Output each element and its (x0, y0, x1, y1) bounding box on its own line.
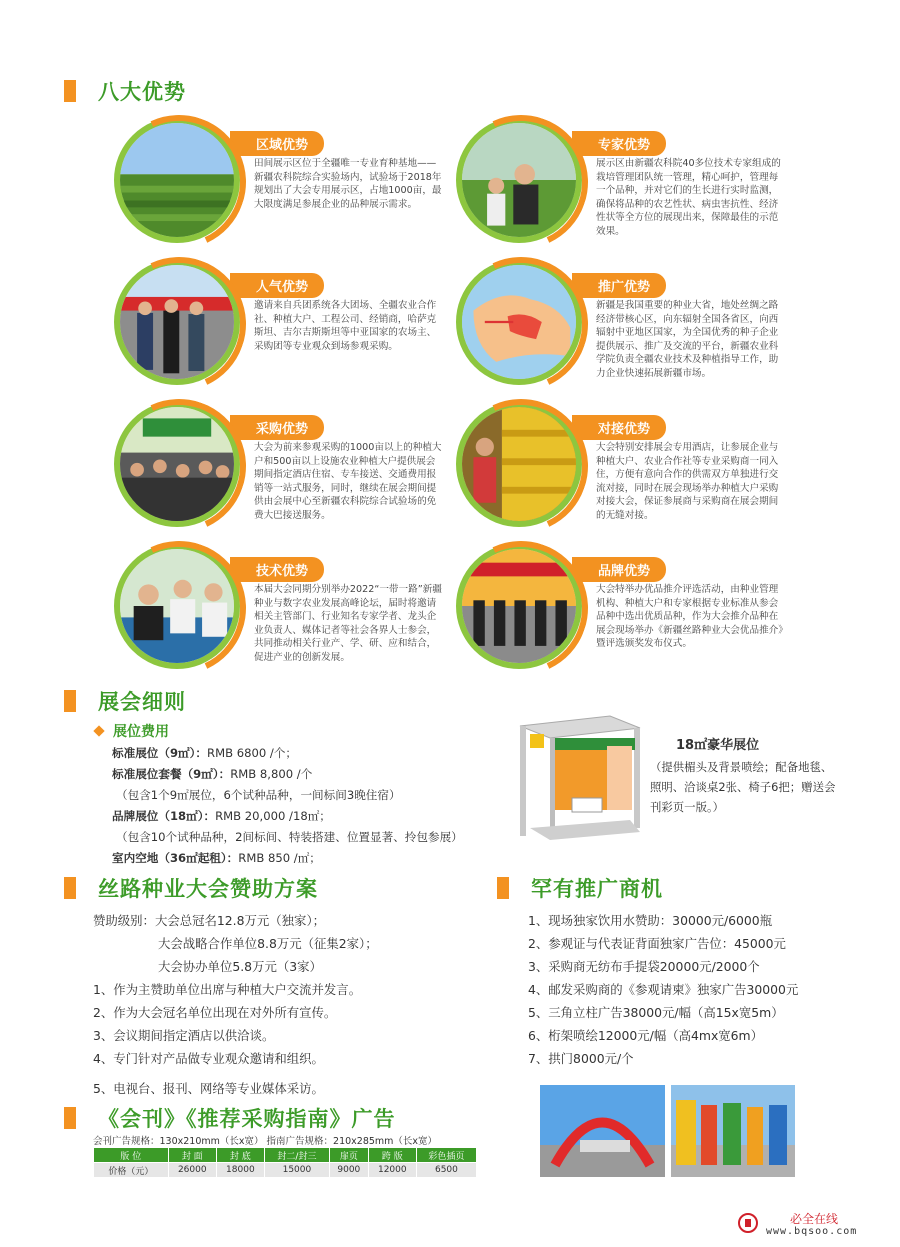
promo-item: 4、邮发采购商的《参观请柬》独家广告30000元 (528, 982, 799, 997)
advantage-card-technology (114, 543, 504, 675)
sponsor-level: 大会战略合作单位8.8万元（征集2家）； (158, 936, 378, 951)
advantage-arc (93, 522, 265, 694)
section-title-text: 展会细则 (98, 690, 186, 714)
advantage-arc (435, 380, 607, 552)
table-cell: 封二/封三 (264, 1148, 329, 1163)
section-bar (497, 877, 509, 899)
fee-value: RMB 850 /㎡； (238, 851, 321, 865)
table-cell: 价格（元） (94, 1163, 169, 1178)
section-title-ads (64, 1103, 396, 1133)
advantage-arc (435, 522, 607, 694)
table-cell: 9000 (329, 1163, 368, 1178)
fee-standard (112, 745, 297, 761)
truss-photo (671, 1085, 795, 1177)
promo-item: 7、拱门8000元/个 (528, 1051, 634, 1066)
advantage-arc (93, 380, 265, 552)
advantage-text: 大会特举办优品推介评选活动，由种业管理机构、种植大户和专家根据专业标准从参会品种中选出优质品种，作为大会推介品种在展会现场举办《新疆丝路种业大会优品推介》暨评选颁奖发布仪式。 (596, 584, 784, 650)
table-cell: 扉页 (329, 1148, 368, 1163)
advantage-tag: 区域优势 (230, 131, 324, 156)
advantage-card-promotion (456, 259, 846, 391)
advantage-card-expert (456, 117, 846, 249)
advantage-tag: 品牌优势 (572, 557, 666, 582)
fee-package-note: （包含1个9㎡展位，6个试种品种，一间标间3晚住宿） (116, 788, 401, 802)
advantage-text: 大会为前来参观采购的1000亩以上的种植大户和500亩以上设施农业种植大户提供展会期间指定酒店住宿、专车接送、交通费用报销等一站式服务，同时，继续在展会期间提供由会展中心至新疆农科院综合试验场的免费大巴接送服务。 (254, 442, 442, 521)
advantage-arc (93, 96, 265, 268)
promo-item: 6、桁架喷绘12000元/幅（高4mx宽6m） (528, 1028, 764, 1043)
footer-site-url: www.bqsoo.com (766, 1226, 858, 1237)
advantage-text: 展示区由新疆农科院40多位技术专家组成的栽培管理团队统一管理，精心呵护，管理每一个品种，并对它们的生长进行实时监测，确保将品种的农艺性状、病虫害抗性、经济性状等全方位的展现出来，保障最佳的示范效果。 (596, 158, 781, 237)
fee-indoor (112, 850, 321, 866)
fee-label: 标准展位套餐（9㎡）： (112, 767, 231, 781)
fee-label: 室内空地（36㎡起租）： (112, 851, 239, 865)
fee-label: 标准展位（9㎡）： (112, 746, 208, 760)
promo-item: 1、现场独家饮用水赞助：30000元/6000瓶 (528, 913, 773, 928)
table-cell: 封 底 (216, 1148, 264, 1163)
section-bar (64, 1107, 76, 1129)
advantage-arc (93, 238, 265, 410)
section-bar (64, 80, 76, 102)
advantage-tag: 对接优势 (572, 415, 666, 440)
advantage-tag: 人气优势 (230, 273, 324, 298)
section-title-promo (497, 873, 663, 903)
fee-value: RMB 6800 /个； (207, 746, 298, 760)
advantage-arc (435, 238, 607, 410)
sponsor-item: 3、会议期间指定酒店以供洽谈。 (93, 1028, 275, 1043)
promo-item: 5、三角立柱广告38000元/幅（高15x宽5m） (528, 1005, 784, 1020)
advantage-text: 大会特别安排展会专用酒店，让参展企业与种植大户、农业合作社等专业采购商一同入住，方便有意向合作的供需双方单独进行交流对接，同时在展会现场举办种植大户采购对接大会，保证参展商与采购商在展会期间的无缝对接。 (596, 442, 779, 521)
site-logo-icon (738, 1213, 758, 1233)
advantage-card-region (114, 117, 504, 249)
booth-desc: （提供楣头及背景喷绘；配备地毯、照明、洽谈桌2张、椅子6把；赠送会刊彩页一版。） (650, 760, 836, 814)
advantage-arc (435, 96, 607, 268)
promo-item: 3、采购商无纺布手提袋20000元/2000个 (528, 959, 760, 974)
fee-value: RMB 20,000 /18㎡； (215, 809, 331, 823)
arch-photo (540, 1085, 665, 1177)
advantage-card-purchase (114, 401, 504, 533)
section-title-text: 罕有推广商机 (531, 877, 663, 901)
advantage-tag: 采购优势 (230, 415, 324, 440)
section-title-advantages (64, 76, 186, 106)
sponsor-item: 2、作为大会冠名单位出现在对外所有宣传。 (93, 1005, 337, 1020)
section-title-text: 八大优势 (98, 80, 186, 104)
table-row (94, 1148, 477, 1163)
advantage-tag: 推广优势 (572, 273, 666, 298)
section-title-text: 《会刊》《推荐采购指南》广告 (98, 1107, 396, 1131)
advantage-tag: 技术优势 (230, 557, 324, 582)
table-cell: 封 面 (168, 1148, 216, 1163)
table-cell: 彩色插页 (416, 1148, 476, 1163)
sponsor-item: 1、作为主赞助单位出席与种植大户交流并发言。 (93, 982, 362, 997)
footer-site-name: 必全在线 (790, 1212, 839, 1226)
promo-item: 2、参观证与代表证背面独家广告位：45000元 (528, 936, 786, 951)
booth-title: 18㎡豪华展位 (676, 738, 760, 753)
section-bar (64, 877, 76, 899)
ad-price-table (93, 1147, 477, 1178)
section-title-rules (64, 686, 186, 716)
ad-spec: 会刊广告规格：130x210mm（长x宽） 指南广告规格：210x285mm（长x宽） (93, 1136, 438, 1147)
table-cell: 6500 (416, 1163, 476, 1178)
table-cell: 18000 (216, 1163, 264, 1178)
section-title-sponsor (64, 873, 318, 903)
diamond-icon (93, 725, 104, 736)
fee-value: RMB 8,800 /个 (230, 767, 313, 781)
booth-image (510, 706, 646, 840)
sponsor-level: 赞助级别：大会总冠名12.8万元（独家）； (93, 913, 326, 928)
table-cell: 12000 (368, 1163, 416, 1178)
section-title-text: 丝路种业大会赞助方案 (98, 877, 318, 901)
sponsor-level: 大会协办单位5.8万元（3家） (158, 959, 322, 974)
fees-heading-text: 展位费用 (113, 724, 169, 740)
advantage-text: 田间展示区位于全疆唯一专业育种基地——新疆农科院综合实验场内，试验场于2018年规划出了大会专用展示区，占地1000亩，最大限度满足参展企业的品种展示需求。 (254, 158, 442, 210)
fee-package (112, 766, 312, 782)
fees-heading (95, 721, 169, 741)
table-cell: 版 位 (94, 1148, 169, 1163)
table-cell: 26000 (168, 1163, 216, 1178)
advantage-text: 邀请来自兵团系统各大团场、全疆农业合作社、种植大户、工程公司、经销商，哈萨克斯坦、吉尔吉斯斯坦等中亚国家的农场主、采购团等专业观众到场参观采购。 (254, 300, 437, 352)
section-bar (64, 690, 76, 712)
sponsor-item: 5、电视台、报刊、网络等专业媒体采访。 (93, 1081, 324, 1096)
table-cell: 跨 版 (368, 1148, 416, 1163)
table-row (94, 1163, 477, 1178)
table-cell: 15000 (264, 1163, 329, 1178)
advantage-card-brand (456, 543, 846, 675)
advantage-text: 新疆是我国重要的种业大省，地处丝绸之路经济带核心区，向东辐射全国各省区，向西辐射中亚地区国家，为全国优秀的种子企业提供展示、推广及交流的平台，新疆农业科学院负责全疆农业技术及种植指导工作，助力企业快速拓展新疆市场。 (596, 300, 779, 379)
advantage-tag: 专家优势 (572, 131, 666, 156)
fee-label: 品牌展位（18㎡）： (112, 809, 216, 823)
sponsor-item: 4、专门针对产品做专业观众邀请和组织。 (93, 1051, 324, 1066)
advantage-card-popularity (114, 259, 504, 391)
advantage-text: 本届大会同期分别举办2022“一带一路”新疆种业与数字农业发展高峰论坛，届时将邀请相关主管部门、行业知名专家学者、龙头企业负责人、媒体记者等社会各界人士参会，共同推动相关行业产、学、研、应和结合，促进产业的创新发展。 (254, 584, 442, 663)
fee-brand-note: （包含10个试种品种，2间标间、特装搭建、位置显著、拎包参展） (116, 830, 463, 844)
fee-brand (112, 808, 331, 824)
advantage-card-matching (456, 401, 846, 533)
